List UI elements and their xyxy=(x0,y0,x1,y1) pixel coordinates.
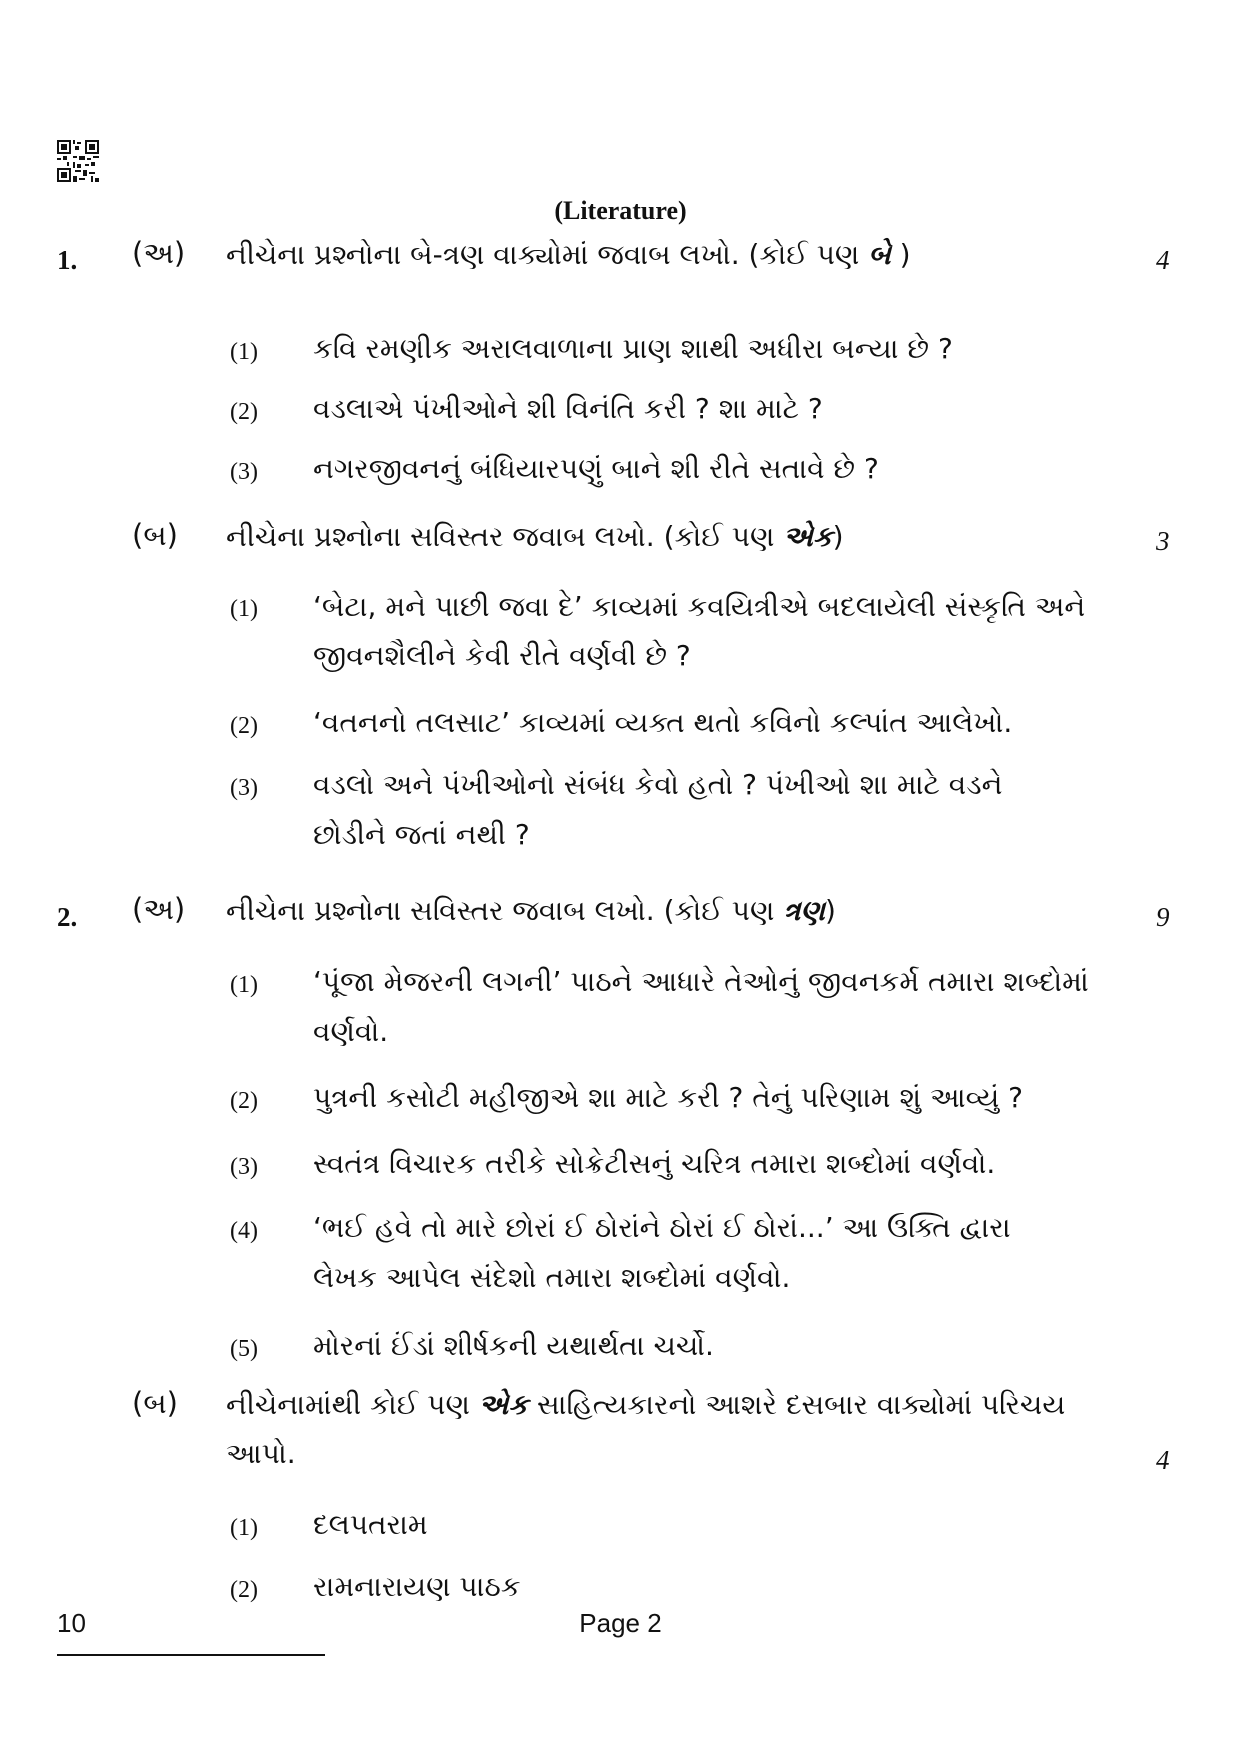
part-instruction: નીચેનામાંથી કોઈ પણ એક સાહિત્યકારનો આશરે દસબાર વાક્યોમાં પરિચય xyxy=(226,1388,1066,1421)
item-text: લેખક આપેલ સંદેશો તમારા શબ્દોમાં વર્ણવો. xyxy=(313,1261,791,1294)
item-text: સ્વતંત્ર વિચારક તરીકે સોક્રેટીસનું ચરિત્ર તમારા શબ્દોમાં વર્ણવો. xyxy=(313,1147,996,1180)
marks: 9 xyxy=(1156,902,1170,932)
item-text: ‘બેટા, મને પાછી જવા દે’ કાવ્યમાં કવયિત્રીએ બદલાયેલી સંસ્કૃતિ અને xyxy=(313,590,1086,623)
part-instruction-continued: આપો. xyxy=(226,1437,296,1470)
part-label: (અ) xyxy=(132,236,186,270)
marks: 4 xyxy=(1156,1445,1170,1475)
item-number: (4) xyxy=(230,1218,258,1244)
part-label: (અ) xyxy=(132,892,186,926)
item-text: પુત્રની કસોટી મહીજીએ શા માટે કરી ? તેનું પરિણામ શું આવ્યું ? xyxy=(313,1081,1024,1114)
item-number: (3) xyxy=(230,775,258,801)
item-number: (3) xyxy=(230,459,258,485)
item-text: નગરજીવનનું બંધિયારપણું બાને શી રીતે સતાવે છે ? xyxy=(313,452,879,485)
marks: 4 xyxy=(1156,245,1170,275)
question-number: 1. xyxy=(57,245,78,275)
page-number: Page 2 xyxy=(579,1608,662,1638)
footer-rule xyxy=(57,1654,325,1656)
instruction-emphasis: બે xyxy=(868,238,891,271)
item-number: (1) xyxy=(230,339,258,365)
item-text: ‘વતનનો તલસાટ’ કાવ્યમાં વ્યક્ત થતો કવિનો કલ્પાંત આલેખો. xyxy=(313,706,1013,739)
item-number: (2) xyxy=(230,713,258,739)
item-text: વડલો અને પંખીઓનો સંબંધ કેવો હતો ? પંખીઓ શા માટે વડને xyxy=(313,768,1003,801)
item-text: મોરનાં ઈંડાં શીર્ષકની યથાર્થતા ચર્ચો. xyxy=(313,1329,714,1362)
item-text: વડલાએ પંખીઓને શી વિનંતિ કરી ? શા માટે ? xyxy=(313,392,823,425)
item-number: (5) xyxy=(230,1336,258,1362)
item-number: (3) xyxy=(230,1154,258,1180)
question-number: 2. xyxy=(57,902,78,932)
item-text: છોડીને જતાં નથી ? xyxy=(313,818,530,851)
item-number: (1) xyxy=(230,596,258,622)
instruction-emphasis: એક xyxy=(783,520,833,553)
item-number: (2) xyxy=(230,1577,258,1603)
instruction-emphasis: એક xyxy=(478,1388,529,1421)
item-text: ‘પૂંજા મેજરની લગની’ પાઠને આધારે તેઓનું જીવનકર્મ તમારા શબ્દોમાં xyxy=(313,965,1089,998)
item-text: વર્ણવો. xyxy=(313,1015,389,1048)
section-title: (Literature) xyxy=(554,196,687,225)
qr-code-icon xyxy=(57,140,99,182)
item-text: રામનારાયણ પાઠક xyxy=(313,1570,521,1603)
item-text: કવિ રમણીક અરાલવાળાના પ્રાણ શાથી અધીરા બન્યા છે ? xyxy=(313,332,953,365)
item-text: ‘ભઈ હવે તો મારે છોરાં ઈ ઠોરાંને ઠોરાં ઈ ઠોરાં...’ આ ઉક્તિ દ્વારા xyxy=(313,1211,1011,1244)
item-text: જીવનશૈલીને કેવી રીતે વર્ણવી છે ? xyxy=(313,639,691,672)
part-instruction: નીચેના પ્રશ્નોના બે-ત્રણ વાક્યોમાં જવાબ લખો. (કોઈ પણ બે ) xyxy=(226,238,911,271)
item-number: (1) xyxy=(230,972,258,998)
item-text: દલપતરામ xyxy=(313,1508,428,1541)
instruction-emphasis: ત્રણ xyxy=(783,894,825,927)
item-number: (2) xyxy=(230,1088,258,1114)
item-number: (2) xyxy=(230,399,258,425)
part-label: (બ) xyxy=(132,518,178,552)
part-instruction: નીચેના પ્રશ્નોના સવિસ્તર જવાબ લખો. (કોઈ પણ ત્રણ) xyxy=(226,894,836,927)
item-number: (1) xyxy=(230,1515,258,1541)
marks: 3 xyxy=(1156,526,1170,556)
part-label: (બ) xyxy=(132,1386,178,1420)
part-instruction: નીચેના પ્રશ્નોના સવિસ્તર જવાબ લખો. (કોઈ પણ એક) xyxy=(226,520,844,553)
paper-code: 10 xyxy=(57,1608,86,1638)
